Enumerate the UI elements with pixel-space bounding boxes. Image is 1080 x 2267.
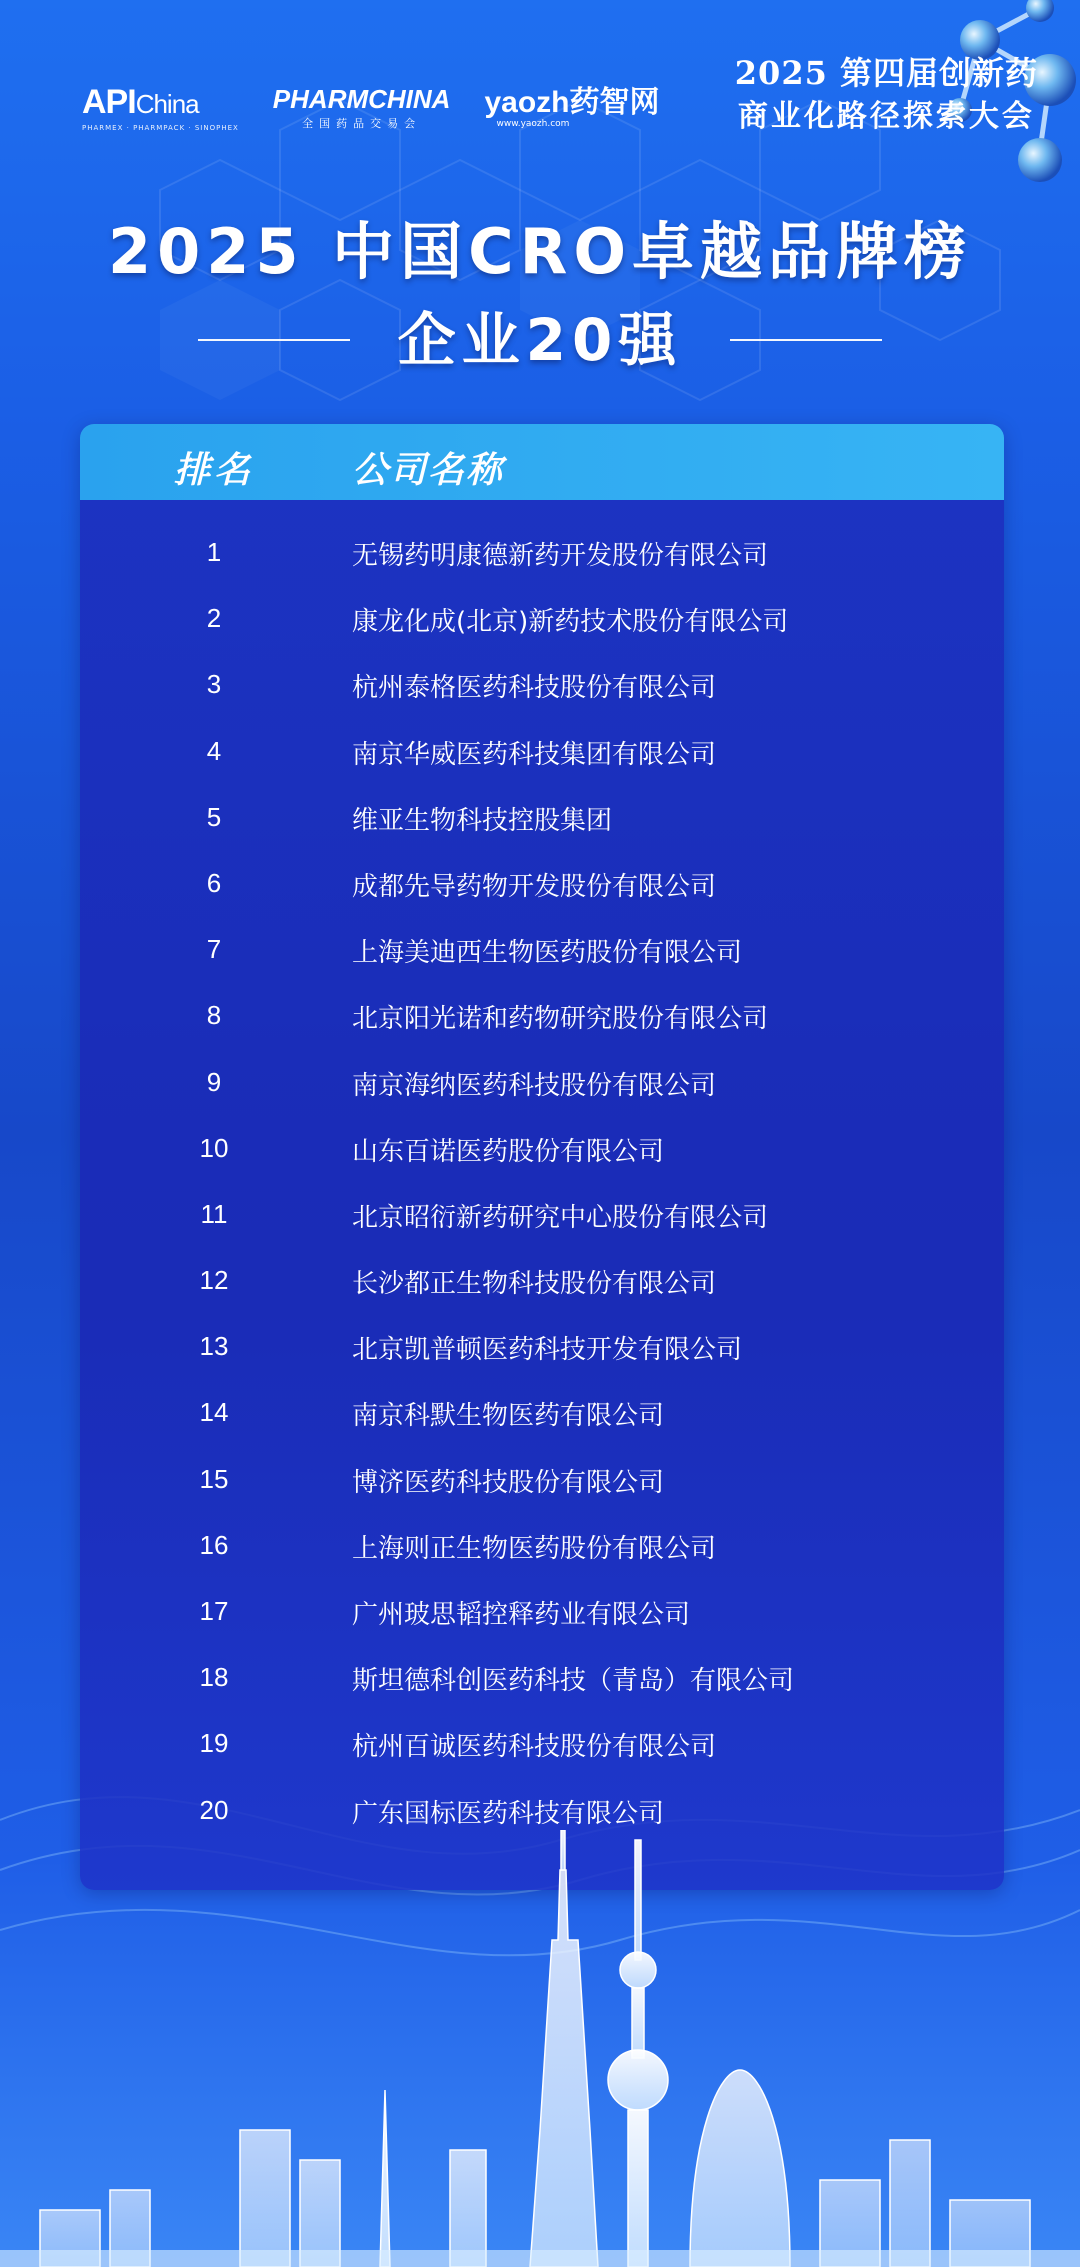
rank-cell: 16 [199,1529,229,1560]
city-skyline-icon [0,1830,1080,2267]
column-header-name: 公司名称 [352,450,505,491]
api-logo-suffix: China [135,88,199,119]
table-row [80,1392,1004,1458]
table-row [80,1591,1004,1657]
table-row [80,731,1004,797]
table-row [80,1062,1004,1128]
subtitle-row [0,300,1080,380]
pharmchina-logo-sub: 全国药品交易会 [302,117,422,130]
api-logo-text: API [82,82,136,121]
rank-cell: 9 [206,1066,222,1097]
rank-cell: 15 [199,1463,229,1494]
api-china-logo [82,82,239,132]
company-name-cell: 北京阳光诺和药物研究股份有限公司 [352,1004,769,1035]
table-row [80,863,1004,929]
yaozh-logo-text: yaozh药智网 [484,86,660,119]
company-name-cell: 南京海纳医药科技股份有限公司 [352,1070,717,1101]
rank-cell: 17 [199,1596,229,1626]
company-name-cell: 广东国标医药科技有限公司 [352,1798,665,1829]
company-name-cell: 维亚生物科技控股集团 [352,805,613,836]
company-name-cell: 广州玻思韬控释药业有限公司 [352,1600,691,1630]
table-body [80,532,1004,1856]
api-logo-sub: PHARMEX · PHARMPACK · SINOPHEX [82,123,239,132]
company-name-cell: 无锡药明康德新药开发股份有限公司 [352,541,769,571]
pharmchina-logo-text: PHARMCHINA [272,84,451,114]
rank-cell: 4 [206,735,222,766]
rank-cell: 1 [206,537,222,567]
company-name-cell: 山东百诺医药股份有限公司 [352,1136,665,1167]
rank-cell: 13 [199,1331,229,1362]
company-name-cell: 博济医药科技股份有限公司 [352,1467,665,1498]
company-name-cell: 南京华威医药科技集团有限公司 [352,739,717,770]
company-name-cell: 北京昭衍新药研究中心股份有限公司 [352,1202,769,1233]
company-name-cell: 上海则正生物医药股份有限公司 [352,1533,717,1564]
pharmchina-logo [273,85,451,131]
column-header-rank: 排名 [174,450,255,491]
company-name-cell: 南京科默生物医药有限公司 [352,1401,665,1432]
table-row [80,1525,1004,1591]
rank-cell: 12 [199,1265,229,1296]
company-name-cell: 上海美迪西生物医药股份有限公司 [352,938,743,969]
yaozh-logo-sub: www.yaozh.com [496,119,570,129]
rank-cell: 20 [199,1794,229,1825]
table-row [80,1723,1004,1789]
company-name-cell: 斯坦德科创医药科技（青岛）有限公司 [352,1666,795,1697]
rank-cell: 18 [199,1662,229,1693]
table-row [80,1194,1004,1260]
ranking-table [80,424,1004,1890]
table-row [80,797,1004,863]
rank-cell: 19 [199,1728,229,1759]
table-row [80,995,1004,1061]
event-title-line2: 商业化路径探索大会 [737,99,1035,134]
table-row [80,1326,1004,1392]
subtitle-rule-left [198,339,350,341]
company-name-cell: 长沙都正生物科技股份有限公司 [352,1269,717,1300]
rank-cell: 5 [206,801,222,832]
rank-cell: 10 [199,1132,229,1163]
table-row [80,1260,1004,1326]
rank-cell: 11 [200,1198,228,1229]
rank-cell: 7 [206,934,222,965]
event-title-line1: 2025 第四届创新药 [734,54,1038,92]
table-row [80,532,1004,598]
page-title: 2025 中国CRO卓越品牌榜 [107,215,973,288]
rank-cell: 3 [206,669,222,700]
company-name-cell: 北京凯普顿医药科技开发有限公司 [352,1335,743,1366]
page-subtitle: 企业20强 [397,306,683,374]
rank-cell: 14 [199,1397,229,1428]
rank-cell: 6 [206,867,222,898]
event-title [735,52,1038,140]
table-row [80,598,1004,664]
subtitle-rule-right [730,339,882,341]
table-row [80,1790,1004,1856]
table-row [80,929,1004,995]
company-name-cell: 成都先导药物开发股份有限公司 [352,871,717,902]
rank-cell: 8 [206,1000,222,1031]
table-row [80,1128,1004,1194]
sponsor-logos [82,78,660,138]
yaozh-logo [484,87,659,129]
table-row [80,1459,1004,1525]
company-name-cell: 杭州百诚医药科技股份有限公司 [352,1732,717,1763]
table-row [80,1657,1004,1723]
rank-cell: 2 [206,603,222,634]
company-name-cell: 康龙化成(北京)新药技术股份有限公司 [352,607,789,638]
table-header [80,424,1004,500]
table-row [80,664,1004,730]
company-name-cell: 杭州泰格医药科技股份有限公司 [352,673,717,704]
